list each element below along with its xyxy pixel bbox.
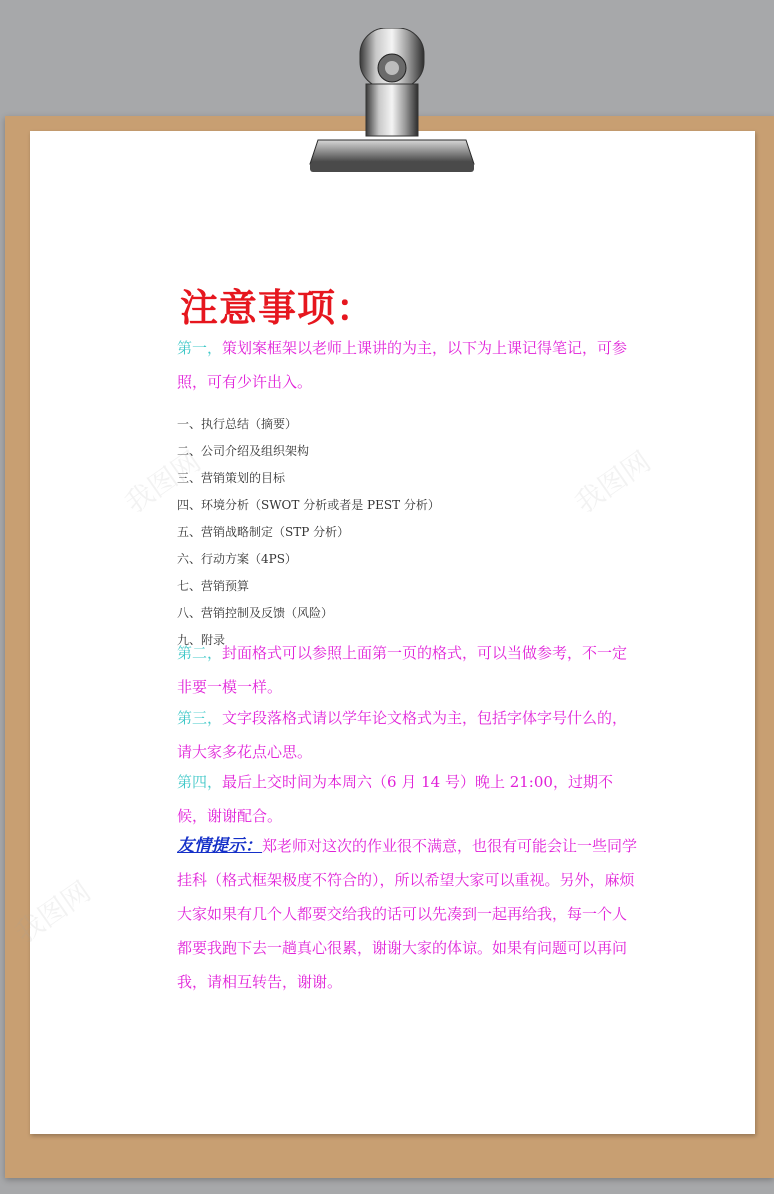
paragraph-2	[177, 636, 637, 704]
paragraph-lead: 第一，	[177, 339, 223, 357]
outline-list	[177, 411, 440, 654]
list-item: 八、营销控制及反馈（风险）	[177, 606, 334, 620]
paragraph-text: 文字段落格式请以学年论文格式为主，包括字体字号什么的，请大家多花点心思。	[177, 709, 628, 761]
paper-sheet	[8, 131, 755, 1134]
paragraph-lead: 第三，	[177, 709, 223, 727]
list-item: 三、营销策划的目标	[177, 471, 286, 485]
list-item: 二、公司介绍及组织架构	[177, 444, 310, 458]
list-item: 九、附录	[177, 633, 226, 647]
paragraph-1	[177, 331, 637, 399]
page-title: 注意事项：	[180, 285, 376, 330]
list-item: 五、营销战略制定（STP 分析）	[177, 525, 350, 539]
binder-clip-icon	[308, 28, 476, 176]
list-item: 六、行动方案（4PS）	[177, 552, 297, 566]
list-item: 四、环境分析（SWOT 分析或者是 PEST 分析）	[177, 498, 440, 512]
watermark: 我图网	[118, 444, 207, 520]
list-item: 一、执行总结（摘要）	[177, 417, 298, 431]
paragraph-3	[177, 701, 637, 769]
paragraph-text: 策划案框架以老师上课讲的为主，以下为上课记得笔记，可参照，可有少许出入。	[177, 339, 628, 391]
paragraph-4	[177, 765, 637, 833]
paragraph-lead: 第四，	[177, 773, 223, 791]
clipboard-board	[5, 116, 774, 1178]
watermark: 我图网	[8, 874, 97, 950]
tip-text: 郑老师对这次的作业很不满意，也很有可能会让一些同学挂科（格式框架极度不符合的），所以希望大家可以重视。另外，麻烦大家如果有几个人都要交给我的话可以先凑到一起再给我，每一个人都要我跑下去一趟真心很累，谢谢大家的体谅。如果有问题可以再问我，请相互转告，谢谢。	[177, 837, 638, 991]
list-item: 七、营销预算	[177, 579, 250, 593]
watermark: 我图网	[568, 444, 657, 520]
friendly-tip	[177, 829, 637, 999]
tip-label: 友情提示：	[177, 836, 262, 856]
paragraph-lead: 第二，	[177, 644, 223, 662]
paragraph-text: 最后上交时间为本周六（6 月 14 号）晚上 21:00，过期不候，谢谢配合。	[177, 773, 613, 825]
paragraph-text: 封面格式可以参照上面第一页的格式，可以当做参考，不一定非要一模一样。	[177, 644, 628, 696]
